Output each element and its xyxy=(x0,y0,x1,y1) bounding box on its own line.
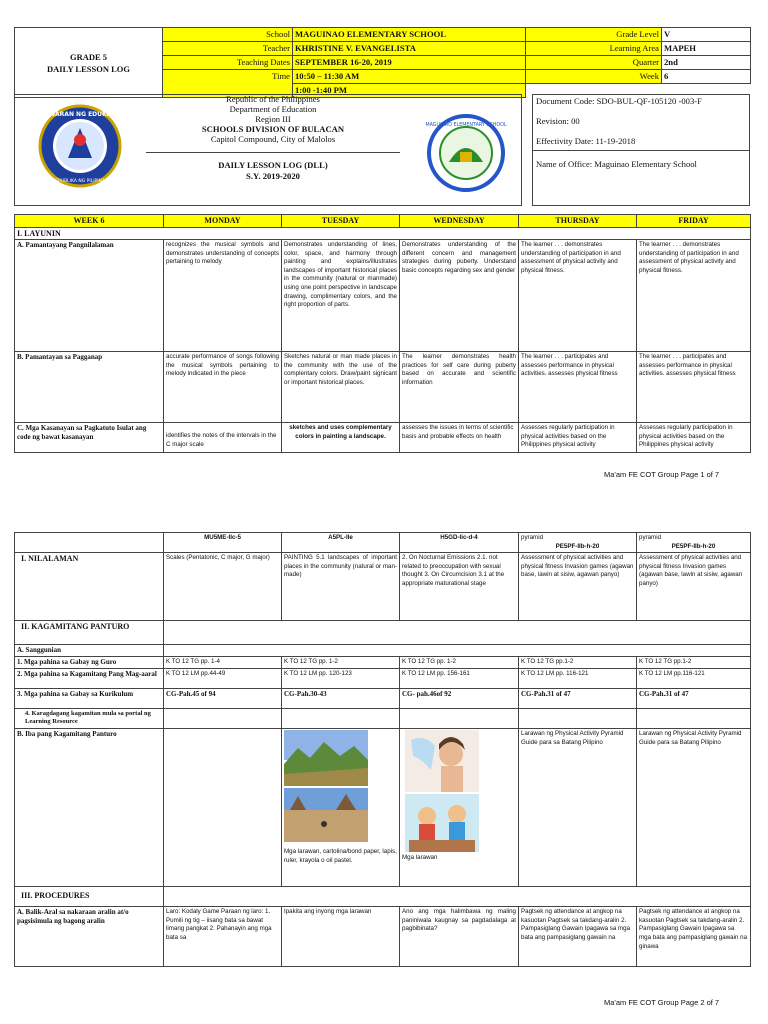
layunin-heading: I. LAYUNIN xyxy=(15,228,751,240)
table-cell: Ano ang mga halimbawa ng maling paniniwala kaugnay sa pagdadalaga at pagbibinata? xyxy=(400,907,519,967)
grade-label: Grade Level xyxy=(526,28,662,42)
table-cell: Larawan ng Physical Activity Pyramid Guide para sa Batang Pilipino xyxy=(637,729,751,887)
svg-text:REPUBLIKA NG PILIPINAS: REPUBLIKA NG PILIPINAS xyxy=(52,179,108,184)
table-cell: K TO 12 LM pp. 156-161 xyxy=(400,669,519,689)
sanggunian-label: A. Sanggunian xyxy=(15,645,164,657)
kagamitan-row-label: 3. Mga pahina sa Gabay sa Kurikulum xyxy=(15,689,164,709)
table-cell: CG- pah.46of 92 xyxy=(400,689,519,709)
kagamitan-row-label: 1. Mga pahina sa Gabay ng Guro xyxy=(15,657,164,669)
table-cell: accurate performance of songs following the musical symbols pertaining to melody indicated in the piece xyxy=(164,352,282,423)
table-cell: Ipakita ang inyong mga larawan xyxy=(282,907,400,967)
table-cell: Scales (Pentatonic, C major, G major) xyxy=(164,553,282,621)
table-cell: identifies the notes of the intervals in the C major scale xyxy=(164,423,282,453)
table-cell: CG-Pah.31 of 47 xyxy=(519,689,637,709)
layunin-label-a: A. Pamantayang Pangnilalaman xyxy=(15,240,164,352)
table-cell: The learner . . . participates and assesses performance in physical activities. assesses physical fitness xyxy=(637,352,751,423)
tuesday-header: TUESDAY xyxy=(282,215,400,228)
shower-photo xyxy=(405,730,479,792)
week-value: 6 xyxy=(662,70,751,84)
layunin-label-b: B. Pamantayan sa Pagganap xyxy=(15,352,164,423)
table-cell: Demonstrates understanding of lines, color, space, and harmony through painting and explains/illustrates landscapes of important historical places in the community (natural or manmade) using one point perspective in landscape drawing, complimentary colors, and the right proportion of parts. xyxy=(282,240,400,352)
table-cell: K TO 12 LM pp.116-121 xyxy=(637,669,751,689)
kagamitan-heading: II. KAGAMITANG PANTURO xyxy=(15,621,164,645)
thursday-header: THURSDAY xyxy=(519,215,637,228)
table-cell: CG-Pah.45 of 94 xyxy=(164,689,282,709)
table-cell: Larawan ng Physical Activity Pyramid Guide para sa Batang Pilipino xyxy=(519,729,637,887)
code-cell: A5PL-IIe xyxy=(282,533,400,553)
landscape-photo-1 xyxy=(284,730,368,786)
time-label: Time xyxy=(163,70,293,98)
time-value-1: 10:50 – 11:30 AM xyxy=(293,70,526,84)
friday-header: FRIDAY xyxy=(637,215,751,228)
quarter-label: Quarter xyxy=(526,56,662,70)
table-cell: PAINTING 5.1 landscapes of important places in the community (natural or man-made) xyxy=(282,553,400,621)
quarter-value: 2nd xyxy=(662,56,751,70)
table-cell: Assessment of physical activities and physical fitness Invasion games (agawan base, lawin at sisiw, agawan panyo) xyxy=(519,553,637,621)
nilalaman-heading: I. NILALAMAN xyxy=(15,553,164,621)
table-cell: CG-Pah.31 of 47 xyxy=(637,689,751,709)
week-label: Week xyxy=(526,70,662,84)
area-label: Learning Area xyxy=(526,42,662,56)
table-cell: The learner . . . demonstrates understanding of participation in and assessment of physical activity and physical fitness. xyxy=(637,240,751,352)
teacher-label: Teacher xyxy=(163,42,293,56)
landscape-photo-2 xyxy=(284,788,368,842)
wednesday-header: WEDNESDAY xyxy=(400,215,519,228)
kagamitan-row-label: 4. Karagdagang kagamitan mula sa portal ng Learning Resource xyxy=(15,709,164,729)
code-cell: pyramid PE5PF-IIb-h-20 xyxy=(519,533,637,553)
table-cell: Laro: Kodaly Game Paraan ng laro: 1. Pumili ng tig – iisang bata sa bawat limang pangkat 2. Pahanayin ang mga bata sa xyxy=(164,907,282,967)
dates-label: Teaching Dates xyxy=(163,56,293,70)
table-cell: Assesses regularly participation in physical activities based on the Philippines physical activity xyxy=(519,423,637,453)
layunin-label-c: C. Mga Kasanayan sa Pagkatuto Isulat ang code ng bawat kasanayan xyxy=(15,423,164,453)
tuesday-materials-cell: Mga larawan, cartolina/bond paper, lapis, ruler, krayola o oil pastel. xyxy=(282,729,400,887)
table-cell: CG-Pah.30-43 xyxy=(282,689,400,709)
table-cell: K TO 12 TG pp. 1-4 xyxy=(164,657,282,669)
table-cell: sketches and uses complementary colors in painting a landscape. xyxy=(282,423,400,453)
table-cell: Pagtsek ng attendance at angkop na kasuotan Pagtsek sa takdang-aralin 2. Pampasiglang Gawain Ipagawa sa mga bata ang pampasiglang gawain na xyxy=(519,907,637,967)
table-cell: recognizes the musical symbols and demonstrates understanding of concepts pertaining to melody xyxy=(164,240,282,352)
table-cell: K TO 12 LM pp.44-49 xyxy=(164,669,282,689)
table-cell: Sketches natural or man made places in the community with the use of the complentary colors. Draw/paint signicant or important historical places. xyxy=(282,352,400,423)
table-cell: Pagtsek ng attendance at angkop na kasuotan Pagtsek sa takdang-aralin 2. Pampasiglang Gawain Ipagawa sa mga bata ang pampasiglang gawain na ginawa xyxy=(637,907,751,967)
table-cell: K TO 12 TG pp. 1-2 xyxy=(400,657,519,669)
table-cell: assesses the issues in terms of scientific basis and probable effects on health xyxy=(400,423,519,453)
table-cell: K TO 12 TG pp.1-2 xyxy=(637,657,751,669)
table-cell: K TO 12 LM pp. 116-121 xyxy=(519,669,637,689)
area-value: MAPEH xyxy=(662,42,751,56)
kids-eating-photo xyxy=(405,794,479,852)
code-cell: MU5ME-IIc-5 xyxy=(164,533,282,553)
table-cell: Demonstrates understanding of the different concern and management strategies during puberty. Understand basic concepts regarding sex and gender xyxy=(400,240,519,352)
code-cell: pyramid PE5PF-IIb-h-20 xyxy=(637,533,751,553)
page-footer-2: Ma'am FE COT Group Page 2 of 7 xyxy=(604,998,720,1007)
table-cell: Assesses regularly participation in physical activities based on the Philippines physical activity xyxy=(637,423,751,453)
table-cell: K TO 12 TG pp. 1-2 xyxy=(282,657,400,669)
layunin-table xyxy=(14,214,750,453)
time-value-2: 1:00 -1:40 PM xyxy=(293,84,526,98)
table-cell: Assessment of physical activities and physical fitness Invasion games (agawan base, lawin at sisiw, agawan panyo) xyxy=(637,553,751,621)
school-label: School xyxy=(163,28,293,42)
grade-value: V xyxy=(662,28,751,42)
svg-text:KAGAWARAN NG EDUKASYON: KAGAWARAN NG EDUKASYON xyxy=(30,111,130,118)
procedures-heading: III. PROCEDURES xyxy=(15,887,164,907)
grade-title: GRADE 5 DAILY LESSON LOG xyxy=(15,28,163,98)
table-cell: K TO 12 LM pp. 120-123 xyxy=(282,669,400,689)
dll-title: DAILY LESSON LOG (DLL) S.Y. 2019-2020 xyxy=(218,160,328,181)
svg-text:MAGUINAO ELEMENTARY SCHOOL: MAGUINAO ELEMENTARY SCHOOL xyxy=(425,123,507,128)
iba-pang-kagamitan-label: B. Iba pang Kagamitang Panturo xyxy=(15,729,164,887)
page-footer-1: Ma'am FE COT Group Page 1 of 7 xyxy=(604,470,720,479)
office-block xyxy=(14,94,750,206)
table-cell: The learner demonstrates health practices for self care during puberty based on accurate and scientific information xyxy=(400,352,519,423)
procedures-label-a: A. Balik-Aral sa nakaraan aralin at/o pagsisimula ng bagong aralin xyxy=(15,907,164,967)
header-block xyxy=(14,27,750,98)
code-cell: H5GD-Iic-d-4 xyxy=(400,533,519,553)
school-seal-icon xyxy=(427,114,505,192)
school-value: MAGUINAO ELEMENTARY SCHOOL xyxy=(293,28,526,42)
monday-header: MONDAY xyxy=(164,215,282,228)
wednesday-materials-cell: Mga larawan xyxy=(400,729,519,887)
teacher-value: KHRISTINE V. EVANGELISTA xyxy=(293,42,526,56)
doc-info: Document Code: SDO-BUL-QF-105120 -003-F Revision: 00 Effectivity Date: 11-19-2018 xyxy=(536,96,702,146)
office-address: Republic of the Philippines Department of Education Region III SCHOOLS DIVISION OF BULACAN Capitol Compound, City of Malolos xyxy=(201,94,345,144)
table-cell: The learner . . . participates and assesses performance in physical activities. assesses physical fitness xyxy=(519,352,637,423)
page2-table xyxy=(14,532,750,967)
table-cell: K TO 12 TG pp.1-2 xyxy=(519,657,637,669)
table-cell: The learner . . . demonstrates understanding of participation in and assessment of physical activity and physical fitness. xyxy=(519,240,637,352)
dates-value: SEPTEMBER 16-20, 2019 xyxy=(293,56,526,70)
week-header: WEEK 6 xyxy=(15,215,164,228)
deped-seal-icon xyxy=(30,104,130,188)
table-cell: 2. On Nocturnal Emissions 2.1. not related to preoccupation with sexual thought 3. On Circumcision 3.1 at the appropriate maturational stage xyxy=(400,553,519,621)
office-name: Name of Office: Maguinao Elementary School xyxy=(536,159,697,169)
kagamitan-row-label: 2. Mga pahina sa Kagamitang Pang Mag-aaral xyxy=(15,669,164,689)
